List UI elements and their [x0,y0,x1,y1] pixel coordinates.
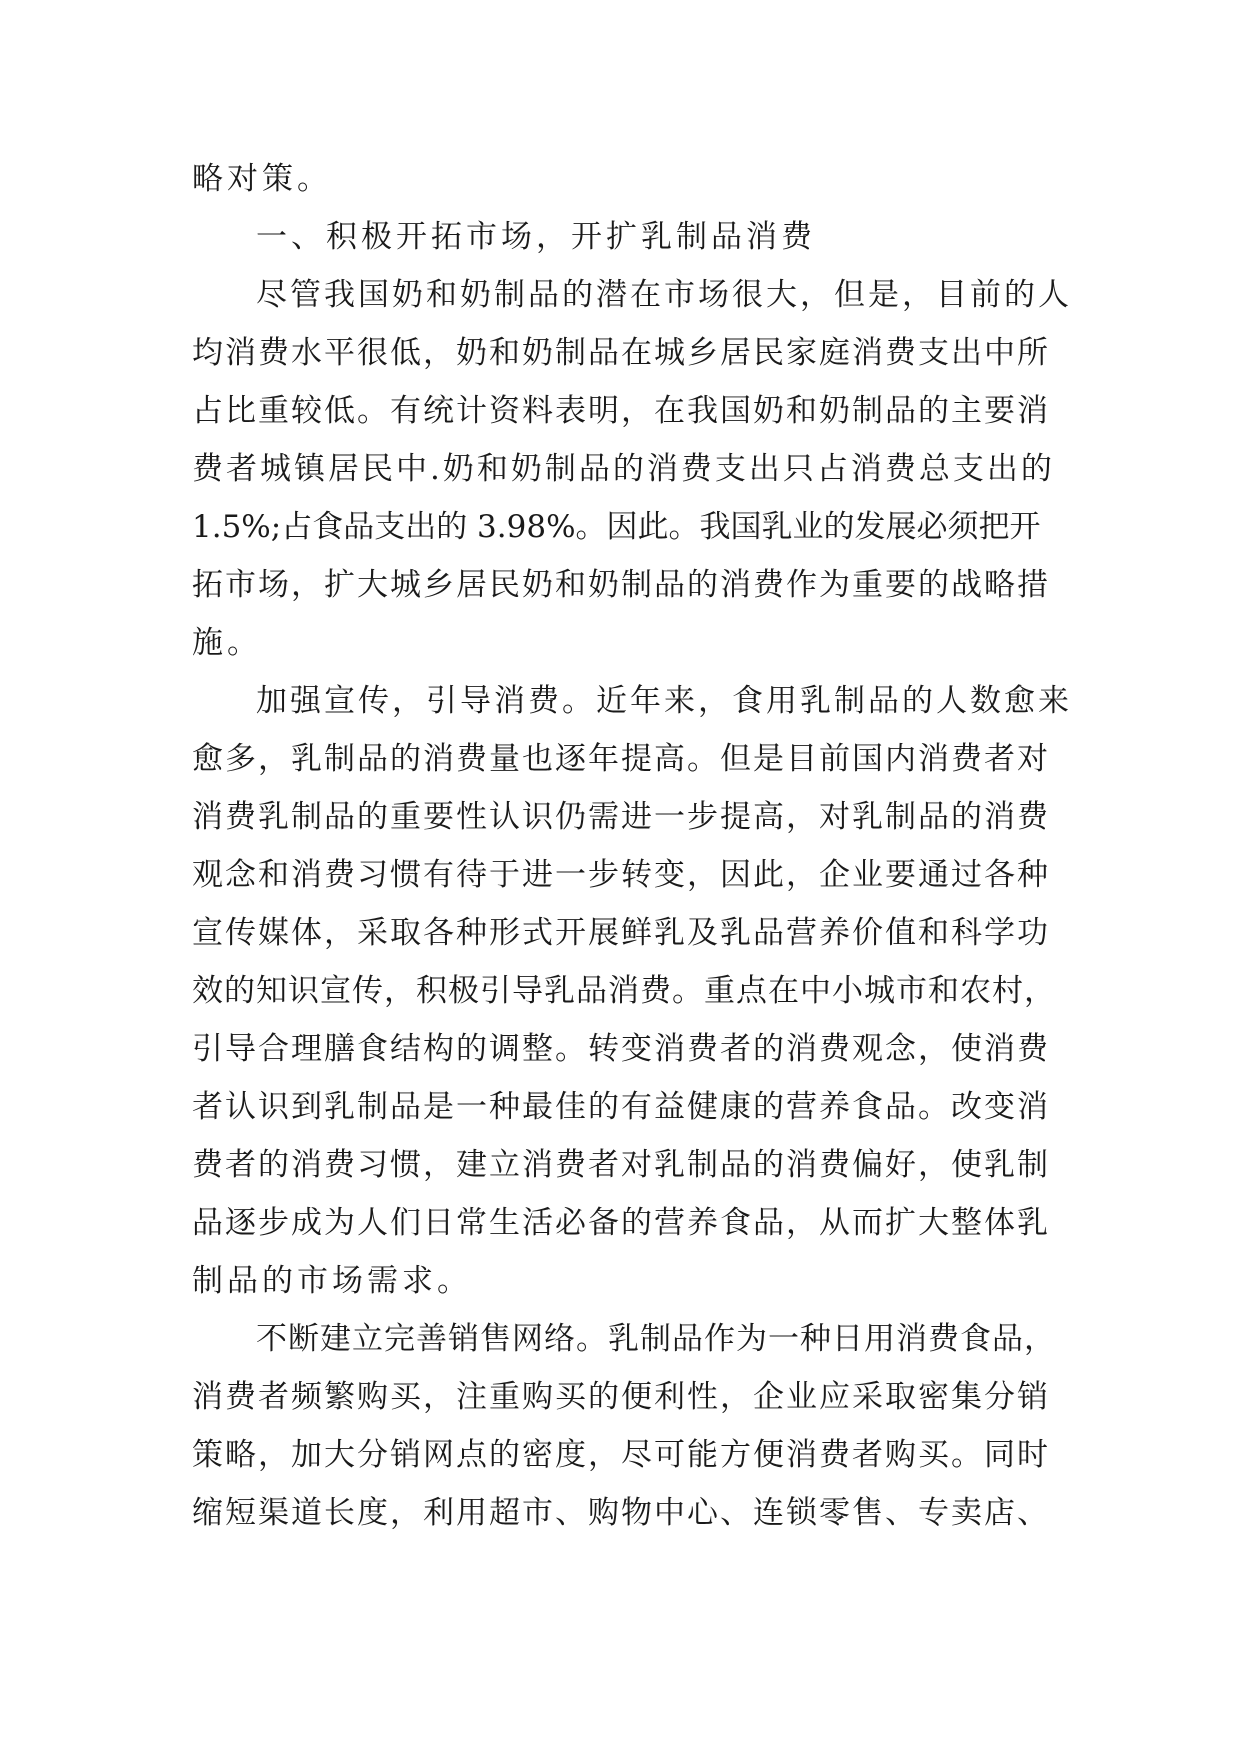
text-line: 拓市场，扩大城乡居民奶和奶制品的消费作为重要的战略措 [192,567,1050,603]
paragraph-first-line: 不断建立完善销售网络。乳制品作为一种日用消费食品， [256,1321,1056,1357]
text-line: 施。 [192,625,262,661]
text-line: 1.5%;占食品支出的 3.98%。因此。我国乳业的发展必须把开 [192,509,1041,545]
paragraph-first-line: 尽管我国奶和奶制品的潜在市场很大，但是，目前的人 [256,277,1072,313]
text-line: 消费者频繁购买，注重购买的便利性，企业应采取密集分销 [192,1379,1050,1415]
text-line: 略对策。 [192,161,332,197]
paragraph-first-line: 加强宣传，引导消费。近年来，食用乳制品的人数愈来 [256,683,1072,719]
text-line: 者认识到乳制品是一种最佳的有益健康的营养食品。改变消 [192,1089,1050,1125]
text-line: 效的知识宣传，积极引导乳品消费。重点在中小城市和农村， [192,973,1056,1009]
text-line: 制品的市场需求。 [192,1263,472,1299]
text-line: 品逐步成为人们日常生活必备的营养食品，从而扩大整体乳 [192,1205,1050,1241]
text-line: 占比重较低。有统计资料表明，在我国奶和奶制品的主要消 [192,393,1050,429]
text-line: 均消费水平很低，奶和奶制品在城乡居民家庭消费支出中所 [192,335,1050,371]
text-line: 引导合理膳食结构的调整。转变消费者的消费观念，使消费 [192,1031,1050,1067]
text-line: 观念和消费习惯有待于进一步转变，因此，企业要通过各种 [192,857,1050,893]
text-line: 费者的消费习惯，建立消费者对乳制品的消费偏好，使乳制 [192,1147,1050,1183]
text-line: 策略，加大分销网点的密度，尽可能方便消费者购买。同时 [192,1437,1050,1473]
text-line: 宣传媒体，采取各种形式开展鲜乳及乳品营养价值和科学功 [192,915,1050,951]
document-body [192,150,1072,1542]
text-line: 缩短渠道长度，利用超市、购物中心、连锁零售、专卖店、 [192,1495,1050,1531]
paragraph-first-line: 一、积极开拓市场，开扩乳制品消费 [256,219,816,255]
text-line: 费者城镇居民中.奶和奶制品的消费支出只占消费总支出的 [192,451,1055,487]
text-line: 消费乳制品的重要性认识仍需进一步提高，对乳制品的消费 [192,799,1050,835]
text-line: 愈多，乳制品的消费量也逐年提高。但是目前国内消费者对 [192,741,1050,777]
